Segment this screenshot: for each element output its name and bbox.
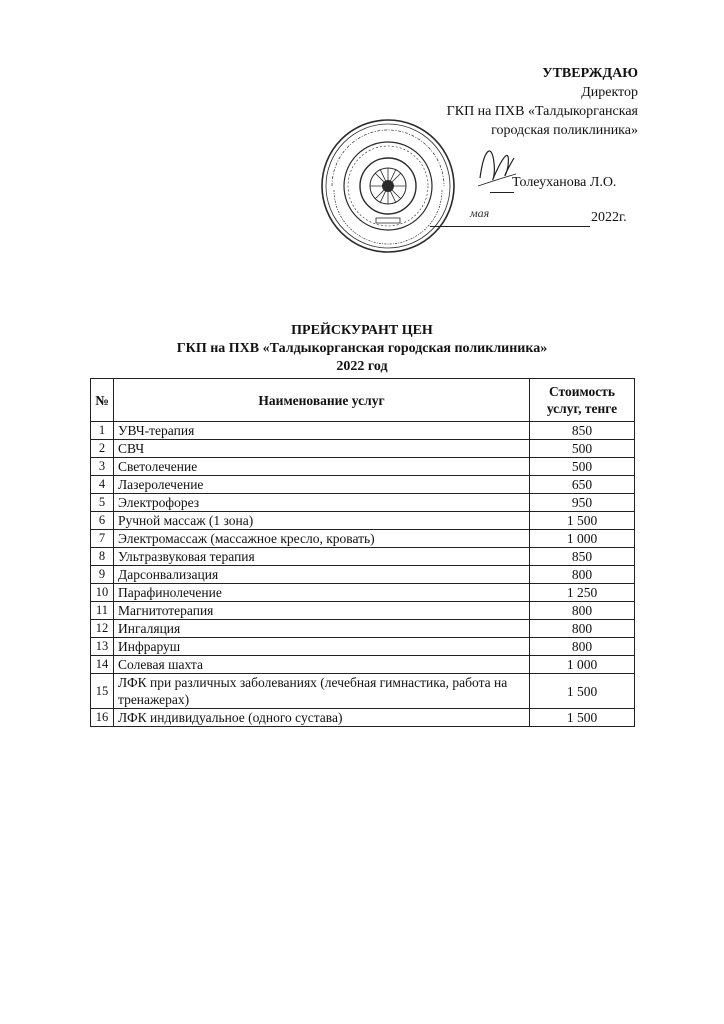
table-row xyxy=(91,548,635,566)
row-price: 800 xyxy=(530,638,635,656)
row-name: Ручной массаж (1 зона) xyxy=(114,512,530,530)
date-handwritten: мая xyxy=(470,206,490,220)
row-price: 1 500 xyxy=(530,709,635,727)
table-row xyxy=(91,709,635,727)
row-name: УВЧ-терапия xyxy=(114,422,530,440)
row-price: 800 xyxy=(530,566,635,584)
row-num: 8 xyxy=(91,548,114,566)
table-row xyxy=(91,458,635,476)
price-table xyxy=(90,378,635,727)
table-row xyxy=(91,674,635,709)
row-num: 14 xyxy=(91,656,114,674)
document-title xyxy=(0,322,724,376)
row-num: 4 xyxy=(91,476,114,494)
table-row xyxy=(91,476,635,494)
row-price: 850 xyxy=(530,422,635,440)
header-price-line1: Стоимость xyxy=(548,384,616,399)
row-name: ЛФК при различных заболеваниях (лечебная гимнастика, работа на тренажерах) xyxy=(114,674,530,709)
row-price: 650 xyxy=(530,476,635,494)
row-name: Солевая шахта xyxy=(114,656,530,674)
approval-role: Директор xyxy=(581,85,638,100)
table-row xyxy=(91,530,635,548)
title-line2: ГКП на ПХВ «Талдыкорганская городская поликлиника» xyxy=(176,341,548,356)
table-row xyxy=(91,656,635,674)
row-num: 12 xyxy=(91,620,114,638)
table-body xyxy=(91,422,635,727)
row-name: СВЧ xyxy=(114,440,530,458)
row-price: 500 xyxy=(530,458,635,476)
row-num: 7 xyxy=(91,530,114,548)
header-price xyxy=(530,379,635,422)
row-price: 1 000 xyxy=(530,530,635,548)
title-line3: 2022 год xyxy=(336,359,388,374)
row-name: Ультразвуковая терапия xyxy=(114,548,530,566)
row-name: Лазеролечение xyxy=(114,476,530,494)
row-price: 1 500 xyxy=(530,512,635,530)
row-num: 9 xyxy=(91,566,114,584)
row-num: 16 xyxy=(91,709,114,727)
header-name: Наименование услуг xyxy=(114,379,530,422)
row-num: 2 xyxy=(91,440,114,458)
table-row xyxy=(91,440,635,458)
row-name: Электрофорез xyxy=(114,494,530,512)
table-row xyxy=(91,584,635,602)
row-num: 11 xyxy=(91,602,114,620)
row-name: Светолечение xyxy=(114,458,530,476)
row-price: 800 xyxy=(530,620,635,638)
row-name: Ингаляция xyxy=(114,620,530,638)
row-name: Электромассаж (массажное кресло, кровать) xyxy=(114,530,530,548)
table-row xyxy=(91,566,635,584)
row-num: 10 xyxy=(91,584,114,602)
table-row xyxy=(91,602,635,620)
approval-heading: УТВЕРЖДАЮ xyxy=(542,66,638,81)
table-row xyxy=(91,638,635,656)
header-num: № xyxy=(91,379,114,422)
row-name: Магнитотерапия xyxy=(114,602,530,620)
row-price: 1 000 xyxy=(530,656,635,674)
title-line1: ПРЕЙСКУРАНТ ЦЕН xyxy=(291,323,433,338)
row-num: 6 xyxy=(91,512,114,530)
row-price: 500 xyxy=(530,440,635,458)
row-name: Инфраруш xyxy=(114,638,530,656)
row-num: 13 xyxy=(91,638,114,656)
signer-name: Толеуханова Л.О. xyxy=(512,175,617,190)
approval-block xyxy=(447,64,638,140)
date-line xyxy=(430,226,590,227)
row-price: 850 xyxy=(530,548,635,566)
signature-line xyxy=(490,192,514,193)
row-num: 1 xyxy=(91,422,114,440)
row-price: 1 500 xyxy=(530,674,635,709)
table-row xyxy=(91,422,635,440)
row-num: 15 xyxy=(91,674,114,709)
header-price-line2: услуг, тенге xyxy=(546,401,618,416)
table-row xyxy=(91,512,635,530)
row-price: 1 250 xyxy=(530,584,635,602)
row-name: Парафинолечение xyxy=(114,584,530,602)
row-num: 5 xyxy=(91,494,114,512)
row-name: Дарсонвализация xyxy=(114,566,530,584)
table-row xyxy=(91,620,635,638)
table-header-row xyxy=(91,379,635,422)
approval-org-line1: ГКП на ПХВ «Талдыкорганская xyxy=(446,104,638,119)
table-row xyxy=(91,494,635,512)
date-year: 2022г. xyxy=(591,210,627,225)
row-price: 800 xyxy=(530,602,635,620)
official-seal xyxy=(320,118,456,254)
row-price: 950 xyxy=(530,494,635,512)
approval-org-line2: городская поликлиника» xyxy=(491,123,638,138)
row-num: 3 xyxy=(91,458,114,476)
row-name: ЛФК индивидуальное (одного сустава) xyxy=(114,709,530,727)
